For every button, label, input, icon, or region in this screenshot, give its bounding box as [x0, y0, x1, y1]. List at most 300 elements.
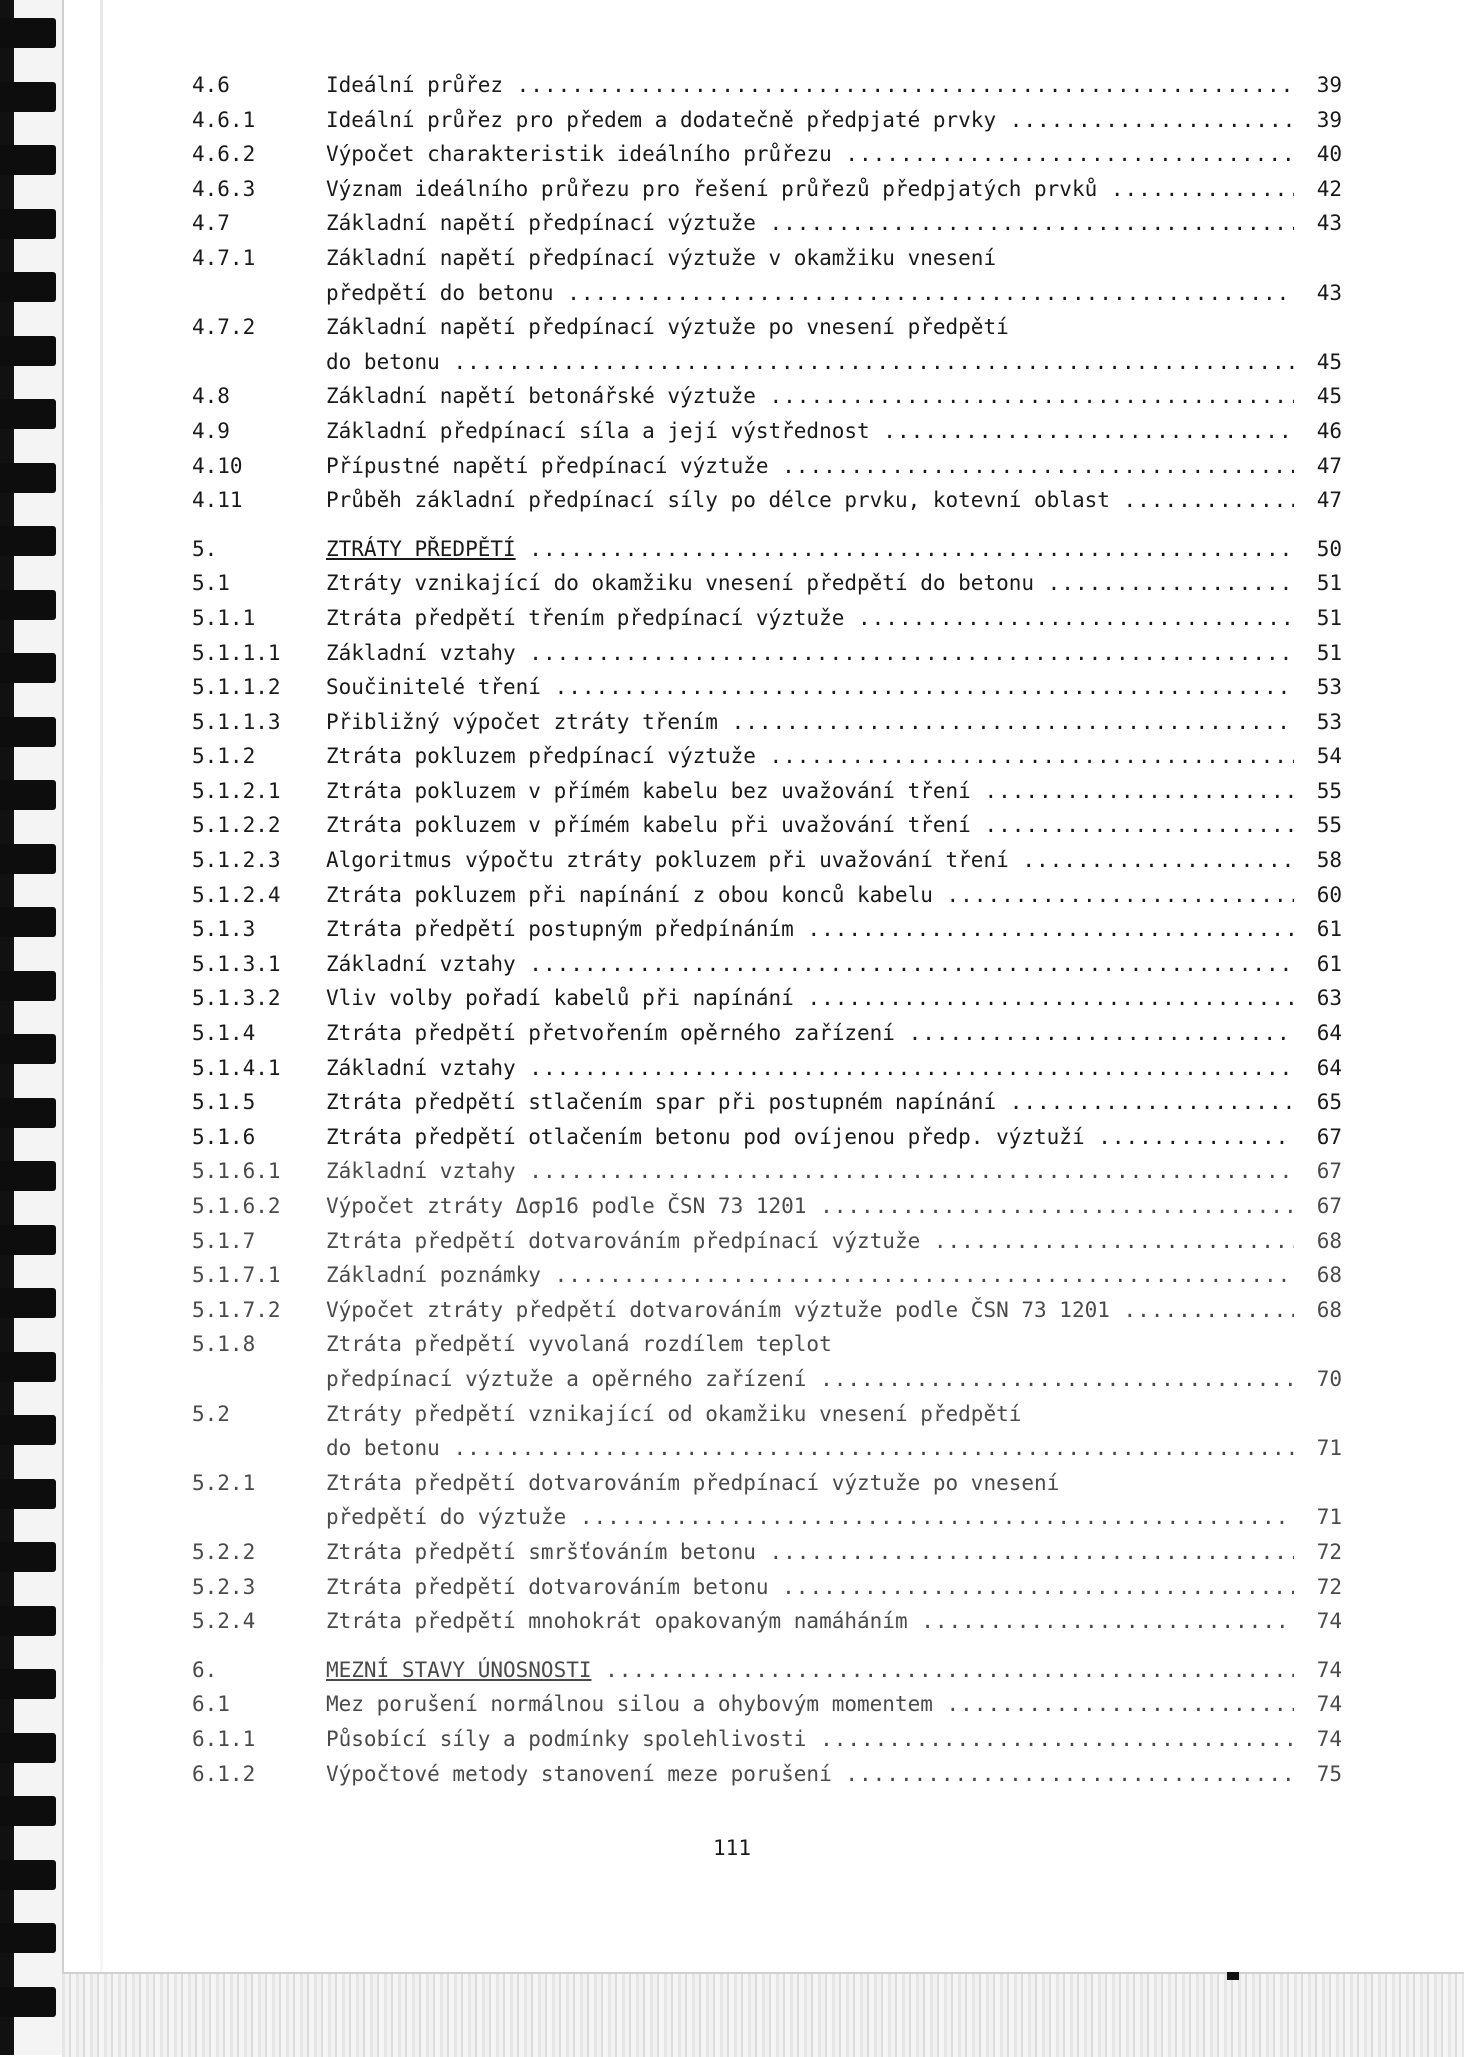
toc-number: 5.1.2.4 [192, 882, 281, 907]
toc-page: 65 [1316, 1090, 1342, 1115]
toc-title [326, 1722, 1294, 1757]
toc-title [326, 449, 1294, 484]
toc-page: 53 [1316, 675, 1342, 700]
toc-title-line [326, 1653, 1294, 1688]
toc-title-line [326, 1293, 1294, 1328]
toc-title-text: Průběh základní předpínací síly po délce prvku, kotevní oblast [326, 488, 1110, 513]
toc-number: 5.1.1.2 [192, 675, 281, 700]
toc-entry [192, 449, 1342, 484]
toc-page: 74 [1316, 1657, 1342, 1682]
toc-entry [192, 68, 1342, 103]
toc-entry [192, 1687, 1342, 1722]
toc-title [326, 601, 1294, 636]
toc-title-line [326, 566, 1294, 601]
binding-ring [0, 526, 56, 556]
toc-title-line [326, 1362, 1294, 1397]
toc-page: 71 [1316, 1436, 1342, 1461]
toc-entry [192, 379, 1342, 414]
toc-page: 74 [1316, 1692, 1342, 1717]
binding-ring [0, 1225, 56, 1255]
toc-title [326, 1258, 1294, 1293]
toc-entry [192, 310, 1342, 379]
binding-ring [0, 463, 56, 493]
toc-entry [192, 206, 1342, 241]
toc-title-line [326, 241, 1294, 276]
toc-title-line [326, 774, 1294, 809]
toc-title-text: Ztráta předpětí mnohokrát opakovaným namáháním [326, 1609, 908, 1634]
binding-ring [0, 1034, 56, 1064]
toc-entry [192, 1120, 1342, 1155]
toc-title [326, 1570, 1294, 1605]
toc-title-text: Základní napětí předpínací výztuže po vnesení předpětí [326, 315, 1009, 340]
toc-page: 61 [1316, 951, 1342, 976]
toc-page: 64 [1316, 1021, 1342, 1046]
binding-ring [0, 1733, 56, 1763]
binding-ring [0, 1288, 56, 1318]
toc-chapter [192, 1653, 1342, 1688]
toc-entry [192, 1397, 1342, 1466]
scan-edge [62, 1972, 1464, 2057]
toc-page: 51 [1316, 571, 1342, 596]
toc-title-text: Ztráta předpětí vyvolaná rozdílem teplot [326, 1332, 832, 1357]
toc-entry [192, 483, 1342, 518]
toc-title-line [326, 601, 1294, 636]
toc-title-text: Ztráta předpětí dotvarováním předpínací výztuže [326, 1228, 921, 1253]
toc-title [326, 1051, 1294, 1086]
toc-title [326, 103, 1294, 138]
toc-title-text: MEZNÍ STAVY ÚNOSNOSTI [326, 1657, 592, 1682]
toc-title-line [326, 1397, 1294, 1432]
toc-page: 45 [1316, 384, 1342, 409]
toc-title [326, 1757, 1294, 1792]
binding-ring [0, 1415, 56, 1445]
toc-page: 70 [1316, 1366, 1342, 1391]
toc-title-line [326, 1327, 1294, 1362]
binding-ring [0, 1796, 56, 1826]
toc-title-text: Součinitelé tření [326, 675, 541, 700]
toc-title-line [326, 1500, 1294, 1535]
toc-title [326, 843, 1294, 878]
binding-ring [0, 1352, 56, 1382]
toc-title-text: Ztráta předpětí postupným předpínáním [326, 917, 794, 942]
toc-title [326, 1189, 1294, 1224]
toc-page: 60 [1316, 882, 1342, 907]
toc-title-line [326, 636, 1294, 671]
toc-number: 5.1.6.1 [192, 1159, 281, 1184]
toc-entry [192, 414, 1342, 449]
toc-title-text: Ztráta předpětí otlačením betonu pod ovíjenou předp. výztuží [326, 1124, 1085, 1149]
toc-page: 67 [1316, 1124, 1342, 1149]
toc-page: 72 [1316, 1539, 1342, 1564]
toc-title-line [326, 379, 1294, 414]
toc-title-line [326, 808, 1294, 843]
toc-title-line [326, 843, 1294, 878]
toc-title [326, 1397, 1294, 1466]
binding-ring [0, 1669, 56, 1699]
toc-title-line [326, 1604, 1294, 1639]
toc-page: 54 [1316, 744, 1342, 769]
toc-page: 67 [1316, 1194, 1342, 1218]
toc-number: 5.1.3 [192, 917, 256, 942]
toc-entry [192, 172, 1342, 207]
toc-number: 4.9 [192, 418, 230, 443]
toc-title-text: Působící síly a podmínky spolehlivosti [326, 1726, 807, 1751]
toc-title-line [326, 1224, 1294, 1259]
toc-number: 5.1.4.1 [192, 1055, 281, 1080]
toc-entry [192, 739, 1342, 774]
toc-number: 4.7 [192, 211, 230, 236]
toc-page: 43 [1316, 280, 1342, 305]
toc-title-text: ZTRÁTY PŘEDPĚTÍ [326, 536, 516, 561]
toc-entry [192, 1757, 1342, 1792]
toc-title-text: Výpočtové metody stanovení meze porušení [326, 1761, 832, 1786]
toc-title-line [326, 68, 1294, 103]
toc-number: 5.1.7.1 [192, 1263, 281, 1288]
toc-title-line [326, 137, 1294, 172]
binding-ring [0, 907, 56, 937]
toc-title-text: Ztráta pokluzem při napínání z obou konců kabelu [326, 882, 933, 907]
toc-entry [192, 566, 1342, 601]
toc-title-text: Přibližný výpočet ztráty třením [326, 709, 718, 734]
toc-title-line [326, 1258, 1294, 1293]
toc-entry [192, 601, 1342, 636]
toc-title-line [326, 1757, 1294, 1792]
toc-number: 6.1 [192, 1692, 230, 1717]
toc-entry [192, 1051, 1342, 1086]
binding-ring [0, 145, 56, 175]
toc-number: 5.1.1 [192, 605, 256, 630]
toc-page: 72 [1316, 1574, 1342, 1599]
toc-page: 67 [1316, 1159, 1342, 1184]
toc-entry [192, 1535, 1342, 1570]
toc-title-text: Základní vztahy [326, 1159, 516, 1184]
toc-title-text: Ztráta pokluzem v přímém kabelu bez uvažování tření [326, 778, 971, 803]
toc-page: 50 [1316, 536, 1342, 561]
toc-entry [192, 843, 1342, 878]
toc-title-text: předpínací výztuže a opěrného zařízení [326, 1366, 807, 1391]
toc-title [326, 379, 1294, 414]
toc-title-text: do betonu [326, 349, 440, 374]
toc-title-text: Ztráta předpětí přetvořením opěrného zařízení [326, 1021, 895, 1046]
binding-ring [0, 1860, 56, 1890]
toc-number: 5.1.7 [192, 1228, 256, 1253]
binding-ring [0, 1542, 56, 1572]
toc-number: 5.2.2 [192, 1539, 256, 1564]
binding-ring [0, 717, 56, 747]
scan-mark [1227, 1972, 1239, 1980]
binding-ring [0, 1098, 56, 1128]
toc-entry [192, 1085, 1342, 1120]
binding-ring [0, 1161, 56, 1191]
toc-entry [192, 808, 1342, 843]
toc-number: 5.2.1 [192, 1470, 256, 1495]
toc-title-text: Základní vztahy [326, 1055, 516, 1080]
toc-title [326, 68, 1294, 103]
toc-page: 68 [1316, 1297, 1342, 1322]
toc-title-text: Přípustné napětí předpínací výztuže [326, 453, 769, 478]
toc-number: 5.1.3.2 [192, 986, 281, 1011]
toc-page: 40 [1316, 142, 1342, 167]
binding-ring [0, 1606, 56, 1636]
toc-title-line [326, 1535, 1294, 1570]
toc-number: 4.11 [192, 488, 243, 513]
toc-title-line [326, 1120, 1294, 1155]
toc-title-line [326, 981, 1294, 1016]
toc-number: 4.6.1 [192, 107, 256, 132]
toc-page: 46 [1316, 418, 1342, 443]
toc-number: 5.2 [192, 1401, 230, 1426]
toc-number: 5.1.5 [192, 1090, 256, 1115]
toc-title-text: Ztráta pokluzem předpínací výztuže [326, 744, 756, 769]
toc-number: 4.6.3 [192, 176, 256, 201]
toc-title [326, 947, 1294, 982]
toc-title-text: Základní vztahy [326, 640, 516, 665]
toc-page: 47 [1316, 488, 1342, 513]
toc-entry [192, 1258, 1342, 1293]
toc-entry [192, 1327, 1342, 1396]
toc-title [326, 1466, 1294, 1535]
toc-title-line [326, 705, 1294, 740]
toc-number: 5.1.6.2 [192, 1194, 281, 1218]
spiral-binding [0, 0, 64, 2055]
toc-title-line [326, 414, 1294, 449]
toc-page: 45 [1316, 349, 1342, 374]
toc-title-line [326, 1431, 1294, 1466]
toc-number: 5.1.1.3 [192, 709, 281, 734]
toc-number: 5.1.2 [192, 744, 256, 769]
binding-ring [0, 1923, 56, 1953]
toc-entry [192, 1016, 1342, 1051]
toc-title-line [326, 1016, 1294, 1051]
toc-entry [192, 705, 1342, 740]
toc-title [326, 774, 1294, 809]
toc-title [326, 532, 1294, 567]
toc-title-line [326, 483, 1294, 518]
chapter-spacer [192, 518, 1342, 532]
toc-title [326, 981, 1294, 1016]
toc-page: 53 [1316, 709, 1342, 734]
binding-ring [0, 336, 56, 366]
toc-title-line [326, 670, 1294, 705]
toc-number: 6.1.1 [192, 1726, 256, 1751]
toc-title [326, 808, 1294, 843]
toc-title-text: Ideální průřez pro předem a dodatečně předpjaté prvky [326, 107, 997, 132]
toc-page: 51 [1316, 640, 1342, 665]
toc-entry [192, 947, 1342, 982]
toc-title-text: Ztráta předpětí dotvarováním předpínací výztuže po vnesení [326, 1470, 1060, 1495]
toc-title-text: Základní vztahy [326, 951, 516, 976]
toc-page: 43 [1316, 211, 1342, 236]
toc-title [326, 1653, 1294, 1688]
toc-title-line [326, 449, 1294, 484]
toc-title-text: Význam ideálního průřezu pro řešení průřezů předpjatých prvků [326, 176, 1098, 201]
toc-title-line [326, 1051, 1294, 1086]
toc-title [326, 1154, 1294, 1189]
toc-title [326, 310, 1294, 379]
toc-title-line [326, 1085, 1294, 1120]
toc-title-line [326, 345, 1294, 380]
toc-title [326, 137, 1294, 172]
toc-title-line [326, 310, 1294, 345]
toc-title [326, 670, 1294, 705]
toc-title [326, 1016, 1294, 1051]
binding-ring [0, 1479, 56, 1509]
toc-title-text: Ztráty vznikající do okamžiku vnesení předpětí do betonu [326, 571, 1035, 596]
toc-number: 4.8 [192, 384, 230, 409]
toc-page: 39 [1316, 107, 1342, 132]
toc-number: 5.1.1.1 [192, 640, 281, 665]
binding-ring [0, 780, 56, 810]
toc-entry [192, 1722, 1342, 1757]
toc-entry [192, 1604, 1342, 1639]
toc-number: 5. [192, 536, 218, 561]
toc-number: 5.1 [192, 571, 230, 596]
toc-title-text: Ztráta předpětí stlačením spar při postupném napínání [326, 1090, 997, 1115]
binding-ring [0, 653, 56, 683]
toc-entry [192, 1466, 1342, 1535]
toc-title-text: Základní napětí betonářské výztuže [326, 384, 756, 409]
toc-title-line [326, 1687, 1294, 1722]
toc-title-line [326, 1189, 1294, 1224]
toc-title-line [326, 912, 1294, 947]
toc-page: 51 [1316, 605, 1342, 630]
toc-title-line [326, 172, 1294, 207]
toc-title [326, 1604, 1294, 1639]
toc-entry [192, 103, 1342, 138]
toc-page: 63 [1316, 986, 1342, 1011]
toc-title-line [326, 947, 1294, 982]
binding-ring [0, 18, 56, 48]
toc-page: 75 [1316, 1761, 1342, 1786]
toc-entry [192, 774, 1342, 809]
toc-entry [192, 636, 1342, 671]
toc-page: 55 [1316, 778, 1342, 803]
toc-title [326, 636, 1294, 671]
toc-number: 4.7.1 [192, 245, 256, 270]
toc-page: 64 [1316, 1055, 1342, 1080]
toc-title-line [326, 878, 1294, 913]
toc-title-line [326, 103, 1294, 138]
binding-ring [0, 272, 56, 302]
toc-title [326, 1687, 1294, 1722]
toc-title-line [326, 206, 1294, 241]
toc-number: 5.1.7.2 [192, 1297, 281, 1322]
toc-page: 68 [1316, 1228, 1342, 1253]
toc-title-text: Algoritmus výpočtu ztráty pokluzem při uvažování tření [326, 848, 1009, 873]
toc-page: 68 [1316, 1263, 1342, 1288]
toc-number: 5.1.2.1 [192, 778, 281, 803]
binding-ring [0, 399, 56, 429]
toc-page: 55 [1316, 813, 1342, 838]
toc-entry [192, 1570, 1342, 1605]
toc-title [326, 566, 1294, 601]
toc-entry [192, 1154, 1342, 1189]
toc-title [326, 206, 1294, 241]
toc-title-text: Výpočet charakteristik ideálního průřezu [326, 142, 832, 167]
binding-ring [0, 1987, 56, 2017]
toc-title-text: Základní poznámky [326, 1263, 541, 1288]
toc-chapter [192, 532, 1342, 567]
toc-entry [192, 1293, 1342, 1328]
toc-title-text: Ideální průřez [326, 73, 504, 97]
toc-number: 5.2.3 [192, 1574, 256, 1599]
toc-title [326, 241, 1294, 310]
toc-title-text: předpětí do betonu [326, 280, 554, 305]
toc-title-text: předpětí do výztuže [326, 1505, 567, 1530]
toc-title [326, 912, 1294, 947]
toc-number: 5.1.2.3 [192, 848, 281, 873]
page-edge [100, 0, 103, 2055]
toc-title-text: Mez porušení normálnou silou a ohybovým momentem [326, 1692, 933, 1717]
toc-title [326, 1120, 1294, 1155]
toc-page: 58 [1316, 848, 1342, 873]
toc-entry [192, 241, 1342, 310]
toc-number: 5.1.2.2 [192, 813, 281, 838]
toc-title-text: Základní napětí předpínací výztuže [326, 211, 756, 236]
toc-number: 5.1.4 [192, 1021, 256, 1046]
toc-number: 5.1.3.1 [192, 951, 281, 976]
toc-number: 4.6.2 [192, 142, 256, 167]
toc-title-text: Výpočet ztráty Δσp16 podle ČSN 73 1201 [326, 1194, 807, 1218]
toc-title-line [326, 532, 1294, 567]
toc-number: 5.1.8 [192, 1332, 256, 1357]
toc-title [326, 878, 1294, 913]
toc-title [326, 1224, 1294, 1259]
binding-ring [0, 82, 56, 112]
toc-title-text: Ztráta předpětí smršťováním betonu [326, 1539, 756, 1564]
toc-title [326, 414, 1294, 449]
toc-title-text: Ztráta pokluzem v přímém kabelu při uvažování tření [326, 813, 971, 838]
toc-title [326, 1535, 1294, 1570]
toc-title [326, 483, 1294, 518]
toc-number: 4.7.2 [192, 315, 256, 340]
toc-page: 42 [1316, 176, 1342, 201]
toc-title-line [326, 739, 1294, 774]
binding-ring [0, 844, 56, 874]
toc-entry [192, 878, 1342, 913]
binding-ring [0, 971, 56, 1001]
toc-title [326, 705, 1294, 740]
toc-title-text: Ztráty předpětí vznikající od okamžiku vnesení předpětí [326, 1401, 1022, 1426]
table-of-contents [192, 68, 1342, 1791]
toc-title [326, 1293, 1294, 1328]
toc-page: 39 [1316, 73, 1342, 97]
toc-page: 74 [1316, 1726, 1342, 1751]
toc-title-text: do betonu [326, 1436, 440, 1461]
toc-entry [192, 1224, 1342, 1259]
binding-ring [0, 590, 56, 620]
toc-title [326, 1085, 1294, 1120]
toc-title-text: Základní napětí předpínací výztuže v okamžiku vnesení [326, 245, 997, 270]
toc-number: 5.1.6 [192, 1124, 256, 1149]
toc-title [326, 172, 1294, 207]
toc-title-line [326, 1722, 1294, 1757]
toc-title-text: Výpočet ztráty předpětí dotvarováním výztuže podle ČSN 73 1201 [326, 1297, 1110, 1322]
toc-entry [192, 670, 1342, 705]
toc-title-line [326, 1570, 1294, 1605]
toc-number: 6.1.2 [192, 1761, 256, 1786]
toc-entry [192, 1189, 1342, 1224]
toc-entry [192, 912, 1342, 947]
toc-number: 4.10 [192, 453, 243, 478]
toc-title-line [326, 1154, 1294, 1189]
toc-title-text: Ztráta předpětí třením předpínací výztuže [326, 605, 845, 630]
toc-title [326, 739, 1294, 774]
toc-page: 47 [1316, 453, 1342, 478]
toc-title-line [326, 1466, 1294, 1501]
toc-title-text: Základní předpínací síla a její výstřednost [326, 418, 870, 443]
chapter-spacer [192, 1639, 1342, 1653]
